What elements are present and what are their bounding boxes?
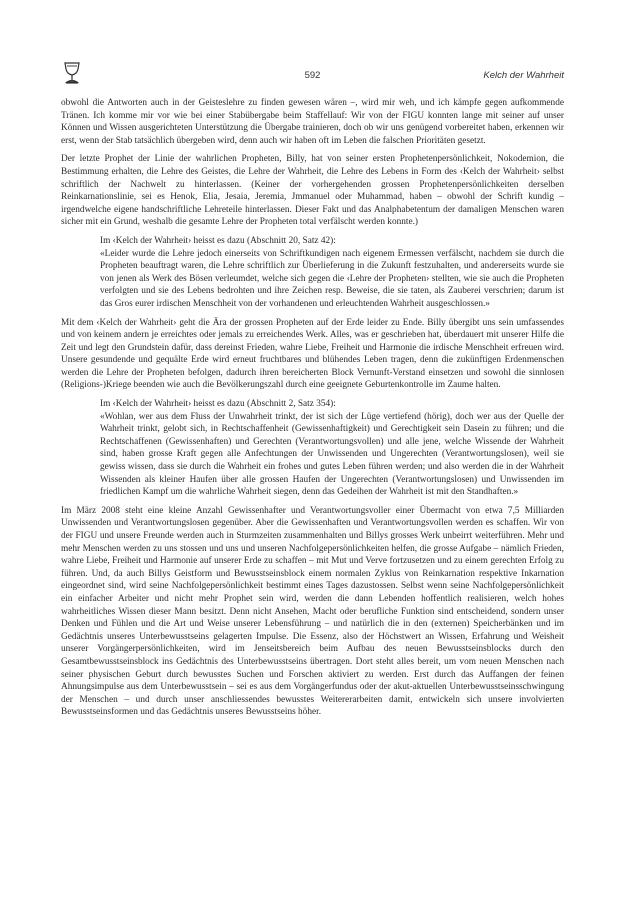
paragraph-1: obwohl die Antworten auch in der Geisteslehre zu finden gewesen wären –, wird mir weh, und ich kämpfe gegen aufkommende Tränen. Ich komme mir vor wie bei einer Stabübergabe beim Staffellauf: Wir von der FIGU konnten lange mit seiner auf unser Können und Wissen ausgerichteten Unterstützung die Übergabe trainieren, doch ob wir uns genügend vorbereitet haben, erkennen wir erst, wenn der Stab tatsächlich übergeben wird, denn auch wir haben oft im Leben die falschen Prioritäten gesetzt. bbox=[61, 98, 564, 146]
quote-source-1: Im ‹Kelch der Wahrheit› heisst es dazu (Abschnitt 20, Satz 42): bbox=[100, 235, 336, 246]
quote-text-1: «Leider wurde die Lehre jedoch einerseits von Schriftkundigen nach eigenem Ermessen verfälscht, nachdem sie durch die Propheten beauftragt waren, die Lehre schriftlich zur Überlieferung in die Zukunft festzuhalten, und andererseits wurde sie von jenen als Werk des Bösen verleumdet, welche sich gegen die ‹Lehre der Propheten› stellten, wie sie auch die Propheten verfolgten und sie des Lebens bedrohten und ihre Zeichen resp. Beweise, die sie taten, als Zauberei verschrien; darum ist das Gros eurer irdischen Menschheit von der vorhandenen und erleuchtenden Wahrheit ausgeschlossen.» bbox=[100, 248, 564, 309]
block-quote-1 bbox=[100, 235, 564, 311]
page-number: 592 bbox=[304, 70, 321, 81]
block-quote-2 bbox=[100, 398, 564, 499]
paragraph-2: Der letzte Prophet der Linie der wahrlichen Propheten, Billy, hat von seiner ersten Prophetenpersönlichkeit, Nokodemion, die Bestimmung erhalten, die Lehre des Geistes, die Lehre der Wahrheit, die Lehre des Lebens in Form des ‹Kelch der Wahrheit› selbst schriftlich der Nachwelt zu hinterlassen. (Keiner der vorhergehenden grossen Prophetenpersönlichkeiten derselben Reinkarnationslinie, sei es Henok, Elia, Jesaia, Jeremia, Jmmanuel oder Muhammad, haben – obwohl der Schrift kundig – irgendwelche eigene handschriftliche Lehreteile hinterlassen. Dieser Fakt und das Analphabetentum der damaligen Menschen waren sicher mit ein Grund, weshalb die gesamte Lehre der Propheten total verfälscht werden konnte.) bbox=[61, 154, 564, 228]
paragraph-3: Mit dem ‹Kelch der Wahrheit› geht die Ära der grossen Propheten auf der Erde leider zu Ende. Billy übergibt uns sein umfassendes und von keinem andern je erreichtes oder jemals zu erreichendes Werk. Alles, was er geschrieben hat, überdauert mit unserer Hilfe die Zeit und legt den Grundstein dafür, dass dereinst Frieden, wahre Liebe, Freiheit und Harmonie die irdische Menschheit erfreuen wird. Unsere gesundende und gequälte Erde wird erneut fruchtbares und blühendes Leben tragen, denn die zukünftigen Erdenmenschen werden die Lehre der Propheten befolgen, dadurch ihren bereicherten Block Vernunft-Verstand einsetzen und sowohl die sinnlosen (Religions-)Kriege beenden wie auch die Bevölkerungszahl durch eine geeignete Geburtenkontrolle im Zaume halten. bbox=[61, 317, 564, 391]
quote-source-2: Im ‹Kelch der Wahrheit› heisst es dazu (Abschnitt 2, Satz 354): bbox=[100, 399, 336, 410]
running-title: Kelch der Wahrheit bbox=[483, 70, 564, 81]
page-body bbox=[61, 97, 564, 719]
page-header bbox=[61, 60, 564, 86]
paragraph-4: Im März 2008 steht eine kleine Anzahl Gewissenhafter und Verantwortungsvoller einer Übermacht von etwa 7,5 Milliarden Unwissenden und Verantwortungslosen gegenüber. Aber die Gewissenhaften und Verantwortungsvollen werden es schaffen. Wir von der FIGU und unsere Freunde werden auch in Sturmzeiten zusammenhalten und Billys grosses Werk unbeirrt weiterführen. Mehr und mehr Menschen werden zu uns stossen und uns und unseren Nachfolgepersönlichkeiten helfen, die grosse Aufgabe – nämlich Frieden, wahre Liebe, Freiheit und Harmonie auf unserer Erde zu schaffen – mit Mut und Verve fortzusetzen und zu einem gerechten Erfolg zu führen. Und, da auch Billys Geistform und Bewusstseinsblock einem normalen Zyklus von Reinkarnation respektive Inkarnation eingeordnet sind, wird seine Nachfolgepersönlichkeit bestimmt eines Tages dazustossen. Selbst wenn seine Nachfolgepersönlichkeit ein einfacher Arbeiter und nicht mehr Prophet sein wird, werden die dann Lebenden hoffentlich realisieren, welch hohes wahrheitliches Wissen dieser Mann besitzt. Denn nicht Ansehen, Macht oder berufliche Funktion sind entscheidend, sondern unser Denken und Fühlen und die Art und Weise unserer Lebensführung – und natürlich die in den (externen) Speicherbänken und im Gedächtnis unseres Unterbewusstseins gelagerten Impulse. Die Essenz, also der Höchstwert an Wissen, Erfahrung und Weisheit unserer Vorgängerpersönlichkeiten, wird im Jenseitsbereich beim Aufbau des neuen Bewusstseinsblocks durch den Gesamtbewusstseinsblock ins Gedächtnis des Unterbewusstseins übertragen. Dort steht alles bereit, um vom neuen Menschen nach seiner physischen Geburt durch bewusstes Suchen und Forschen aktiviert zu werden. Erst durch das Auffangen der feinen Ahnungsimpulse aus dem Unterbewusstsein – sei es aus dem Vorgängerfundus oder der akut-aktuellen Unterbewusstseinsschwingung der Menschen – und durch unser anschliessendes bewusstes Weitererarbeiten damit, entwickeln sich unsere involvierten Bewusstseinsformen und das Gedächtnis unseres Bewusstseins höher. bbox=[61, 505, 564, 718]
quote-text-2: «Wohlan, wer aus dem Fluss der Unwahrheit trinkt, der ist sich der Lüge vertiefend (hörig), doch wer aus der Quelle der Wahrheit trinkt, gelobt sich, in Rechtschaffenheit (Gewissenhaftigkeit) und Gerechtigkeit sein Dasein zu führen; und die Rechtschaffenen (Gewissenhaften) und Gerechten (Verantwortungsvollen) und alle jene, welche Wissende der Wahrheit sind, haben grosse Kraft gegen alle Anfechtungen der Unwissenden und Ungerechten (Verantwortungslosen), weil sie gewiss wissen, dass sie durch die Wahrheit ein frohes und gutes Leben führen werden; und also werden die in der Wahrheit Wissenden als kleiner Haufen über alle grossen Haufen der Ungerechten (Verantwortungslosen) und Unwissenden im friedlichen Kampf um die wahrliche Wahrheit siegen, denn das Gedeihen der Wahrheit ist mit den Standhaften.» bbox=[100, 411, 564, 498]
